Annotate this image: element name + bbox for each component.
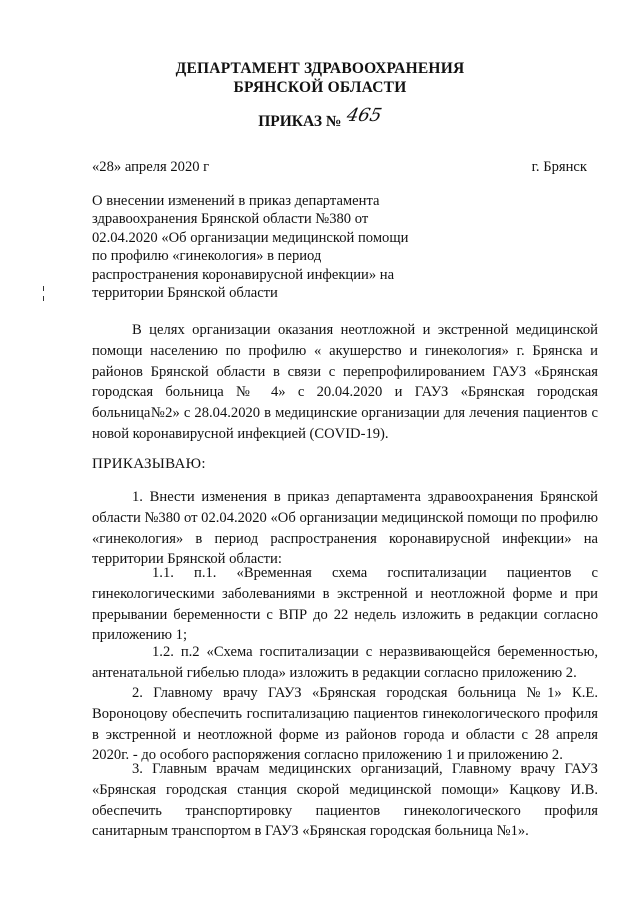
order-number: 465 bbox=[345, 105, 385, 126]
order-city: г. Брянск bbox=[531, 159, 587, 175]
org-title-line2: БРЯНСКОЙ ОБЛАСТИ bbox=[233, 79, 407, 96]
margin-marks bbox=[43, 286, 45, 306]
item-1-2: 1.2. п.2 «Схема госпитализации с неразвивающейся беременностью, антенатальной гибелью плода» изложить в редакции согласно приложению 2. bbox=[92, 644, 598, 681]
order-label: ПРИКАЗ № bbox=[258, 113, 342, 130]
order-date: «28» апреля 2020 г bbox=[92, 159, 210, 175]
preamble-paragraph: В целях организации оказания неотложной и экстренной медицинской помощи населению по профилю « акушерство и гинекология» г. Брянска и районов Брянской области в связи с перепрофилированием ГАУЗ «Брянская городская больница № 4» с 20.04.2020 и ГАУЗ «Брянская городская больница№2» с 28.04.2020 в медицинские организации для лечения пациентов с новой коронавирусной инфекцией (COVID-19). bbox=[92, 322, 598, 442]
item-3: 3. Главным врачам медицинских организаций, Главному врачу ГАУЗ «Брянская городская станция скорой медицинской помощи» Кацкову И.В. обеспечить транспортировку пациентов гинекологического профиля санитарным транспортом в ГАУЗ «Брянская городская больница №1». bbox=[92, 761, 598, 840]
order-subject: О внесении изменений в приказ департамента здравоохранения Брянской области №380 от 02.04.2020 «Об организации медицинской помощи по профилю «гинекология» в период распространения коронавирусной инфекции» на территории Брянской области bbox=[92, 193, 409, 302]
order-heading bbox=[0, 105, 640, 131]
order-word: ПРИКАЗЫВАЮ: bbox=[92, 456, 206, 472]
item-1: 1. Внести изменения в приказ департамента здравоохранения Брянской области №380 от 02.04.2020 «Об организации медицинской помощи по профилю «гинекология» в период распространения коронавирусной инфекции» на территории Брянской области: bbox=[92, 489, 598, 568]
org-title-line1: ДЕПАРТАМЕНТ ЗДРАВООХРАНЕНИЯ bbox=[175, 60, 465, 77]
item-1-1: 1.1. п.1. «Временная схема госпитализации пациентов с гинекологическими заболеваниями в экстренной и неотложной форме и при прерывании беременности с ВПР до 22 недель изложить в редакции согласно приложению 1; bbox=[92, 565, 598, 644]
item-2: 2. Главному врачу ГАУЗ «Брянская городская больница №1» К.Е. Вороноцову обеспечить госпитализацию пациентов гинекологического профиля в экстренной и неотложной форме из районов города и области с 28 апреля 2020г. - до особого распоряжения согласно приложению 1 и приложению 2. bbox=[92, 685, 598, 764]
